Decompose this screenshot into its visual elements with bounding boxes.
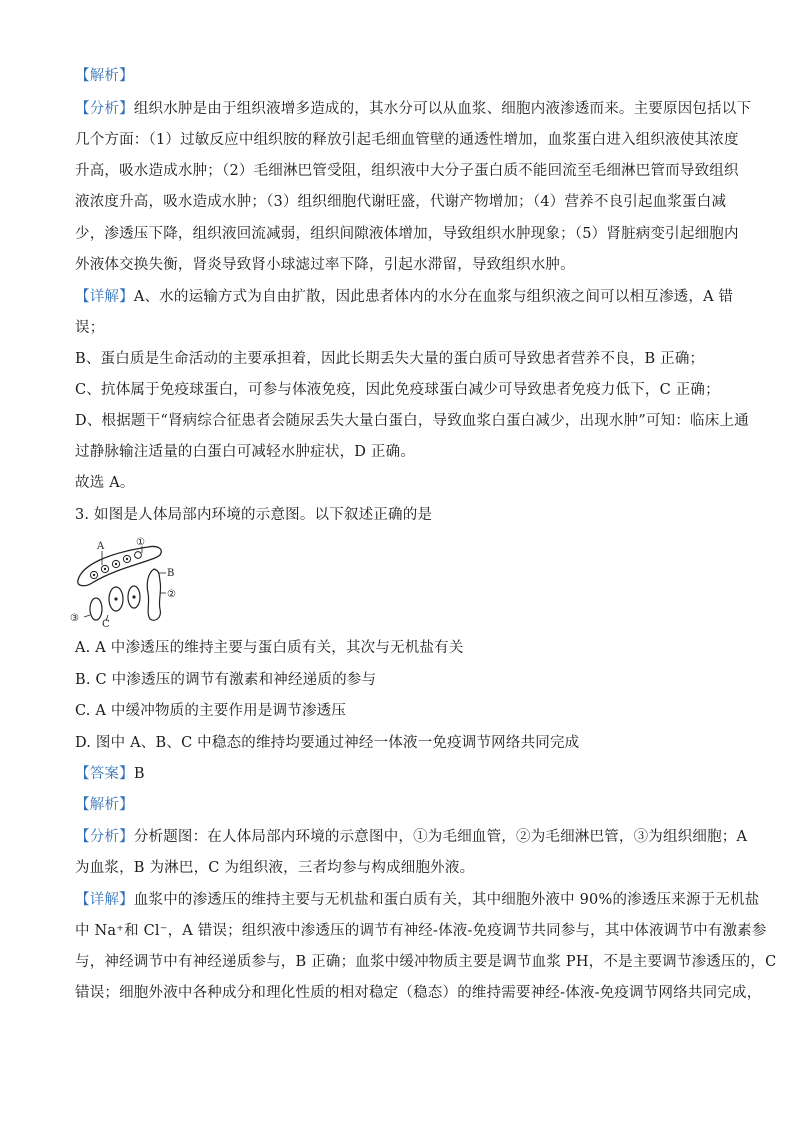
q3-detail-line-4: 错误；细胞外液中各种成分和理化性质的相对稳定（稳态）的维持需要神经-体液-免疫调节网络共同完成，	[75, 985, 762, 1001]
q3-analysis-line-1	[75, 827, 748, 847]
lymphatic-vessel	[147, 569, 160, 620]
tissue-cell-nucleus	[114, 597, 117, 600]
tissue-diagram-svg	[68, 535, 188, 627]
label-B: B	[167, 568, 175, 579]
blood-cell-core	[115, 563, 117, 565]
label-3: ③	[70, 613, 79, 624]
tag-jiexi-q3: 【解析】	[75, 797, 134, 813]
q3-detail-text: 血浆中的渗透压的维持主要与无机盐和蛋白质有关，其中细胞外液中 90%的渗透压来源于无机盐	[133, 892, 760, 908]
tissue-diagram	[68, 535, 188, 627]
analysis-line-6: 外液体交换失衡，肾炎导致肾小球滤过率下降，引起水滞留，导致组织水肿。	[75, 257, 575, 273]
analysis-line-5: 少，渗透压下降，组织液回流减弱，组织间隙液体增加，导致组织水肿现象；（5）肾脏病变引起细胞内	[75, 226, 739, 242]
tag-jiexi: 【解析】	[75, 68, 134, 84]
answer-line	[75, 764, 725, 784]
q3-analysis-text: 分析题图：在人体局部内环境的示意图中，①为毛细血管，②为毛细淋巴管，③为组织细胞；A	[133, 829, 748, 845]
detail-line-5: D、根据题干“肾病综合征患者会随尿丢失大量白蛋白，导致血浆白蛋白减少，出现水肿”可知：临床上通	[75, 413, 749, 429]
detail-line-3: B、蛋白质是生命活动的主要承担着，因此长期丢失大量的蛋白质可导致患者营养不良，B 正确；	[75, 351, 705, 367]
q3-analysis-line-2: 为血浆，B 为淋巴，C 为组织液，三者均参与构成细胞外液。	[75, 860, 475, 876]
tag-xiangjie: 【详解】	[75, 289, 134, 305]
analysis-line-3: 升高，吸水造成水肿；（2）毛细淋巴管受阻，组织液中大分子蛋白质不能回流至毛细淋巴管而导致组织	[75, 163, 739, 179]
detail-line-6: 过静脉输注适量的白蛋白可减轻水肿症状，D 正确。	[75, 444, 416, 460]
q3-analysis-heading	[75, 795, 725, 815]
option-c: C. A 中缓冲物质的主要作用是调节渗透压	[75, 703, 347, 719]
detail-line-7: 故选 A。	[75, 475, 135, 491]
analysis-heading	[75, 66, 725, 86]
analysis-line-1	[75, 99, 752, 119]
q3-detail-line-3: 与，神经调节中有神经递质参与，B 正确；血浆中缓冲物质主要是调节血浆 PH，不是主要调节渗透压的，C	[75, 954, 777, 970]
tag-daan: 【答案】	[75, 766, 134, 782]
label-A: A	[97, 541, 105, 552]
analysis-line-4: 液浓度升高，吸水造成水肿；（3）组织细胞代谢旺盛，代谢产物增加；（4）营养不良引起血浆蛋白减	[75, 194, 727, 210]
tag-xiangjie-q3: 【详解】	[75, 892, 134, 908]
label-2: ②	[167, 589, 176, 600]
detail-line-1	[75, 287, 734, 307]
answer-value: B	[133, 766, 145, 782]
option-d: D. 图中 A、B、C 中稳态的维持均要通过神经一体液一免疫调节网络共同完成	[75, 735, 580, 751]
blood-cell-core	[104, 568, 106, 570]
label-3-leader	[84, 615, 90, 617]
detail-line-2: 误；	[75, 320, 105, 336]
analysis-line-2: 几个方面：（1）过敏反应中组织胺的释放引起毛细血管壁的通透性增加，血浆蛋白进入组织液使其浓度	[75, 132, 739, 148]
q3-detail-line-2: 中 Na⁺和 Cl⁻，A 错误；组织液中渗透压的调节有神经-体液-免疫调节共同参与，其中体液调节中有激素参	[75, 923, 767, 939]
analysis-text: 组织水肿是由于组织液增多造成的，其水分可以从血浆、细胞内液渗透而来。主要原因包括以下	[133, 101, 752, 117]
question-stem: 3. 如图是人体局部内环境的示意图。以下叙述正确的是	[75, 507, 433, 523]
detail-text: A、水的运输方式为自由扩散，因此患者体内的水分在血浆与组织液之间可以相互渗透，A 错	[133, 289, 734, 305]
option-b: B. C 中渗透压的调节有激素和神经递质的参与	[75, 672, 377, 688]
q3-detail-line-1	[75, 890, 760, 910]
tissue-cell	[90, 598, 102, 620]
tag-fenxi: 【分析】	[75, 101, 134, 117]
blood-cell-core	[93, 574, 95, 576]
blood-cell	[135, 552, 142, 559]
label-C: C	[102, 619, 110, 627]
tissue-cell-nucleus	[132, 595, 135, 598]
blood-cell-core	[126, 558, 128, 560]
label-1: ①	[136, 537, 145, 548]
detail-line-4: C、抗体属于免疫球蛋白，可参与体液免疫，因此免疫球蛋白减少可导致患者免疫力低下，C 正确；	[75, 382, 720, 398]
option-a: A. A 中渗透压的维持主要与蛋白质有关，其次与无机盐有关	[75, 640, 464, 656]
tag-fenxi-q3: 【分析】	[75, 829, 134, 845]
